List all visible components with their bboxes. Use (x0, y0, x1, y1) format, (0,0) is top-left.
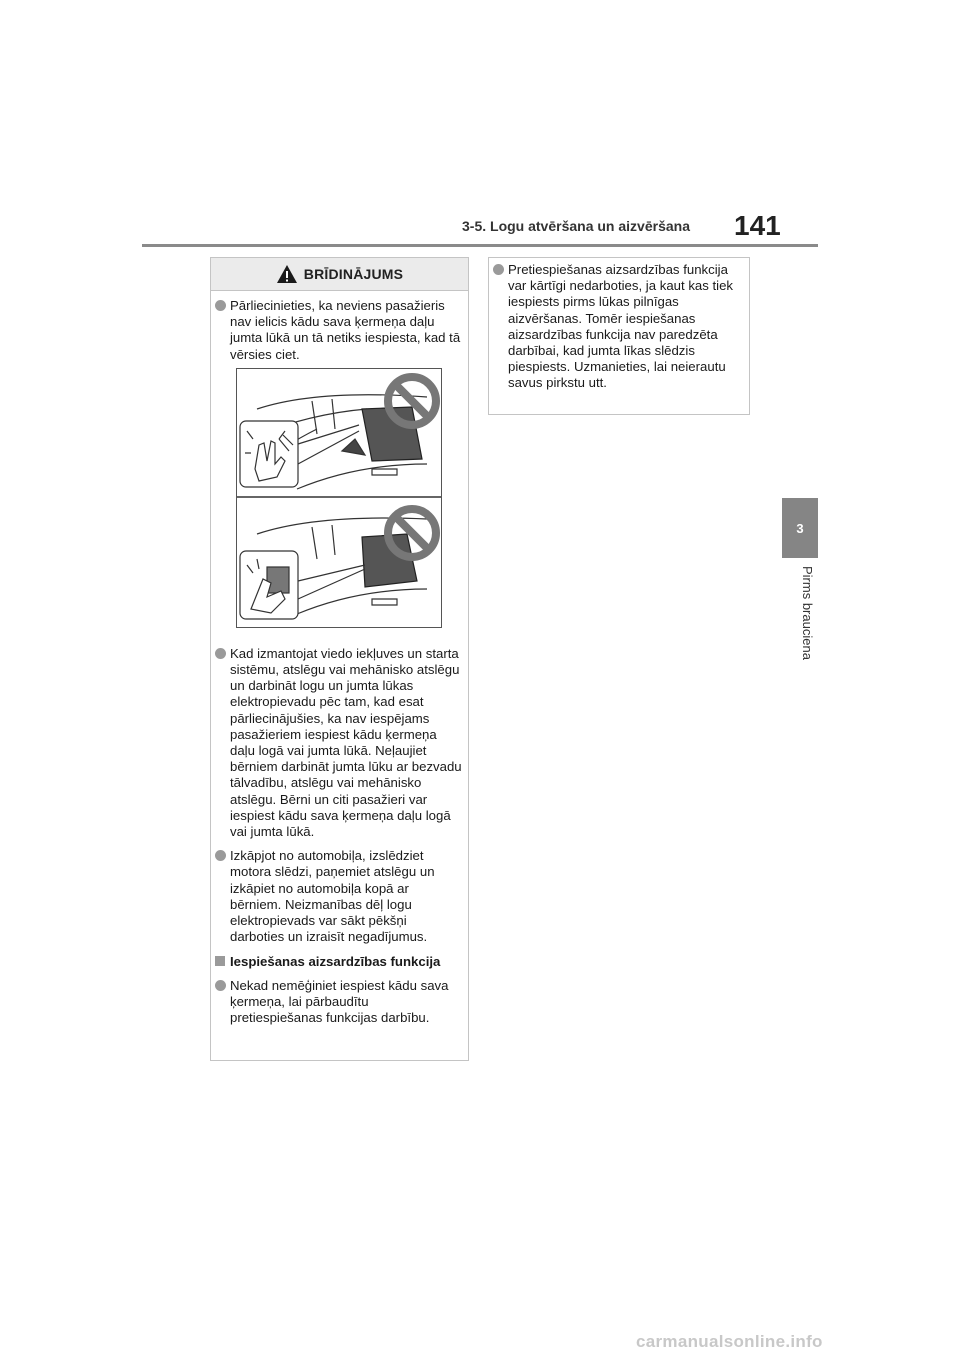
section-title: 3-5. Logu atvēršana un aizvēršana (462, 218, 690, 234)
square-bullet-icon (215, 956, 225, 966)
chapter-number: 3 (796, 520, 804, 536)
bullet-icon (215, 850, 226, 861)
bullet-icon (215, 980, 226, 991)
sunroof-warning-illustration (236, 368, 442, 628)
warning-paragraph-1: Pārliecinieties, ka neviens pasažieris nav ielicis kādu sava ķermeņa daļu jumta lūkā un tā netiks iespiesta, kad tā vērsies ciet. (211, 298, 462, 363)
warning-paragraph-3: Izkāpjot no automobiļa, izslēdziet motora slēdzi, paņemiet atslēgu un izkāpiet no automobiļa kopā ar bērniem. Neizmanības dēļ logu elektropievads var sākt pēkšņi darboties un izraisīt negadījumus. (211, 848, 462, 945)
continued-warning-box (488, 257, 750, 415)
bullet-icon (215, 300, 226, 311)
warning-sub-paragraph: Nekad nemēģiniet iespiest kādu sava ķermeņa, lai pārbaudītu pretiespiešanas funkcijas darbību. (211, 978, 462, 1027)
chapter-label: Pirms brauciena (800, 566, 815, 660)
warning-subheading: Iespiešanas aizsardzības funkcija (211, 954, 462, 970)
header-divider (142, 244, 818, 247)
sunroof-illustration-graphic (237, 369, 441, 627)
warning-triangle-icon (276, 264, 298, 284)
continued-warning-paragraph: Pretiespiešanas aizsardzības funkcija var kārtīgi nedarboties, ja kaut kas tiek iespiests pirms lūkas pilnīgas aizvēršanas. Tomēr iespiešanas aizsardzības funkcija nav paredzēta darbībai, kad jumta līkas slēdzis piespiests. Uzmanieties, lai neierautu savus pirkstu utt. (489, 262, 743, 392)
page-number: 141 (734, 210, 781, 241)
warning-title: BRĪDINĀJUMS (303, 266, 404, 282)
warning-header (211, 258, 468, 291)
prohibition-icon (388, 509, 436, 557)
warning-paragraph-2: Kad izmantojat viedo iekļuves un starta sistēmu, atslēgu vai mehānisko atslēgu un darbināt logu un jumta lūkas elektropievadu pēc tam, kad esat pārliecinājušies, ka nav iespējams pasažieriem iespiest kādu ķermeņa daļu logā vai jumta lūkā. Neļaujiet bērniem darbināt jumta lūku ar bezvadu tālvadību, atslēgu vai mehānisko atslēgu. Bērni un citi pasažieri var iespiest kādu sava ķermeņa daļu logā vai jumta lūkā. (211, 646, 462, 840)
bullet-icon (215, 648, 226, 659)
bullet-icon (493, 264, 504, 275)
chapter-tab (782, 498, 818, 558)
footer-watermark: carmanualsonline.info (636, 1332, 823, 1351)
